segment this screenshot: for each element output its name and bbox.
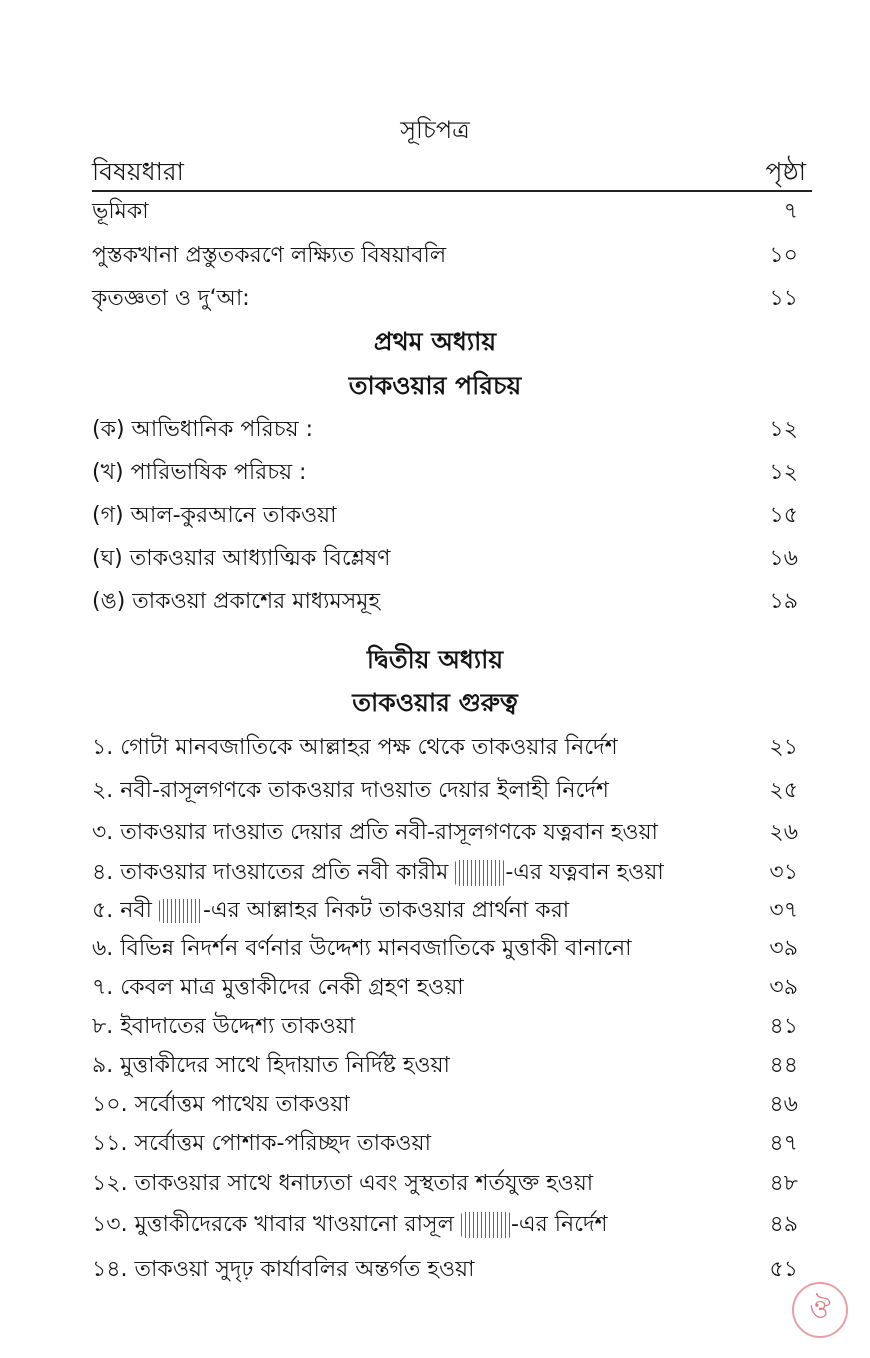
entry-page: ১৯ (769, 589, 798, 614)
calligraphy-seal-icon (159, 899, 203, 923)
entry-label: ১৩. মুত্তাকীদেরকে খাবার খাওয়ানো রাসূল (92, 1212, 454, 1237)
toc-entry (92, 1085, 812, 1125)
page-title: সূচিপত্র (400, 116, 470, 144)
toc-entry (92, 410, 812, 450)
entry-label: ১. গোটা মানবজাতিকে আল্লাহর পক্ষ থেকে তাকওয়ার নির্দেশ (92, 735, 618, 760)
toc-entry (92, 1124, 812, 1164)
toc-entry (92, 1250, 812, 1290)
entry-label: (ঙ) তাকওয়া প্রকাশের মাধ্যমসমূহ (92, 589, 381, 614)
entry-label: ৭. কেবল মাত্র মুত্তাকীদের নেকী গ্রহণ হওয়া (92, 975, 464, 1000)
toc-header (92, 152, 812, 192)
entry-label: ৩. তাকওয়ার দাওয়াত দেয়ার প্রতি নবী-রাসূলগণকে যত্নবান হওয়া (92, 820, 658, 845)
entry-page: ৫১ (769, 1257, 798, 1282)
entry-page: ১২ (769, 417, 798, 442)
header-subject: বিষয়ধারা (92, 157, 184, 186)
entry-page: ৪৯ (769, 1212, 798, 1237)
entry-page: ৩৯ (769, 936, 798, 961)
calligraphy-seal-icon (461, 1212, 511, 1238)
entry-page: ৪৬ (769, 1092, 798, 1117)
toc-entry (92, 1205, 812, 1245)
entry-page: ১১ (769, 286, 798, 311)
chapter-heading: দ্বিতীয় অধ্যায় (366, 645, 504, 674)
entry-page: ৭ (783, 199, 798, 224)
entry-page: ৩৭ (769, 898, 798, 923)
calligraphy-seal-icon (455, 860, 505, 886)
entry-label: ১০. সর্বোত্তম পাথেয় তাকওয়া (92, 1092, 350, 1117)
entry-label: ৪. তাকওয়ার দাওয়াতের প্রতি নবী কারীম (92, 860, 449, 885)
entry-page: ২৬ (769, 820, 798, 845)
entry-page: ৪৪ (769, 1053, 798, 1078)
chapter-subheading: তাকওয়ার পরিচয় (348, 371, 522, 400)
entry-label: পুস্তকখানা প্রস্তুতকরণে লক্ষ্যিত বিষয়াবলি (92, 243, 447, 268)
publisher-logo-icon: ঔ (792, 1282, 848, 1338)
entry-page: ৪৮ (769, 1171, 798, 1196)
header-page: পৃষ্ঠা (765, 157, 806, 186)
entry-page: ১২ (769, 460, 798, 485)
toc-entry (92, 853, 812, 893)
entry-label: ৮. ইবাদাতের উদ্দেশ্য তাকওয়া (92, 1014, 356, 1039)
entry-page: ৪৭ (769, 1131, 798, 1156)
toc-entry (92, 192, 812, 232)
entry-label: ৬. বিভিন্ন নিদর্শন বর্ণনার উদ্দেশ্য মানবজাতিকে মুত্তাকী বানানো (92, 936, 632, 961)
entry-page: ৩৯ (769, 975, 798, 1000)
toc-entry (92, 1164, 812, 1204)
entry-page: ৩১ (769, 860, 798, 885)
entry-label: কৃতজ্ঞতা ও দু‘আ: (92, 286, 250, 311)
entry-page: ১০ (769, 243, 798, 268)
toc-entry (92, 891, 812, 931)
entry-label: ১২. তাকওয়ার সাথে ধনাঢ্যতা এবং সুস্থতার শর্তযুক্ত হওয়া (92, 1171, 594, 1196)
toc-entry (92, 279, 812, 319)
entry-label: ২. নবী-রাসূলগণকে তাকওয়ার দাওয়াত দেয়ার ইলাহী নির্দেশ (92, 778, 609, 803)
toc-entry (92, 539, 812, 579)
entry-page: ২১ (769, 735, 798, 760)
entry-label: (ঘ) তাকওয়ার আধ্যাত্মিক বিশ্লেষণ (92, 546, 391, 571)
toc-entry (92, 813, 812, 853)
toc-entry (92, 1046, 812, 1086)
entry-label-suffix: -এর আল্লাহর নিকট তাকওয়ার প্রার্থনা করা (202, 898, 570, 923)
entry-page: ২৫ (769, 778, 798, 803)
entry-page: ১৫ (769, 503, 798, 528)
entry-label: ৫. নবী (92, 898, 152, 923)
entry-label-suffix: -এর নির্দেশ (510, 1212, 608, 1237)
entry-label-suffix: -এর যত্নবান হওয়া (505, 860, 664, 885)
entry-page: ৪১ (769, 1014, 798, 1039)
toc-entry (92, 771, 812, 811)
toc-entry (92, 496, 812, 536)
toc-entry (92, 236, 812, 276)
entry-label: (ক) আভিধানিক পরিচয় : (92, 417, 313, 442)
entry-label: ৯. মুত্তাকীদের সাথে হিদায়াত নির্দিষ্ট হওয়া (92, 1053, 450, 1078)
entry-label: ১১. সর্বোত্তম পোশাক-পরিচ্ছদ তাকওয়া (92, 1131, 431, 1156)
toc-entry (92, 929, 812, 969)
toc-entry (92, 453, 812, 493)
entry-label: (খ) পারিভাষিক পরিচয় : (92, 460, 307, 485)
toc-entry (92, 582, 812, 622)
entry-label: ১৪. তাকওয়া সুদৃঢ় কার্যাবলির অন্তর্গত হওয়া (92, 1257, 475, 1282)
chapter-heading: প্রথম অধ্যায় (373, 327, 497, 356)
entry-page: ১৬ (769, 546, 798, 571)
toc-entry (92, 1007, 812, 1047)
chapter-subheading: তাকওয়ার গুরুত্ব (352, 688, 518, 717)
toc-entry (92, 728, 812, 768)
toc-entry (92, 968, 812, 1008)
entry-label: (গ) আল-কুরআনে তাকওয়া (92, 503, 337, 528)
entry-label: ভূমিকা (92, 199, 149, 224)
